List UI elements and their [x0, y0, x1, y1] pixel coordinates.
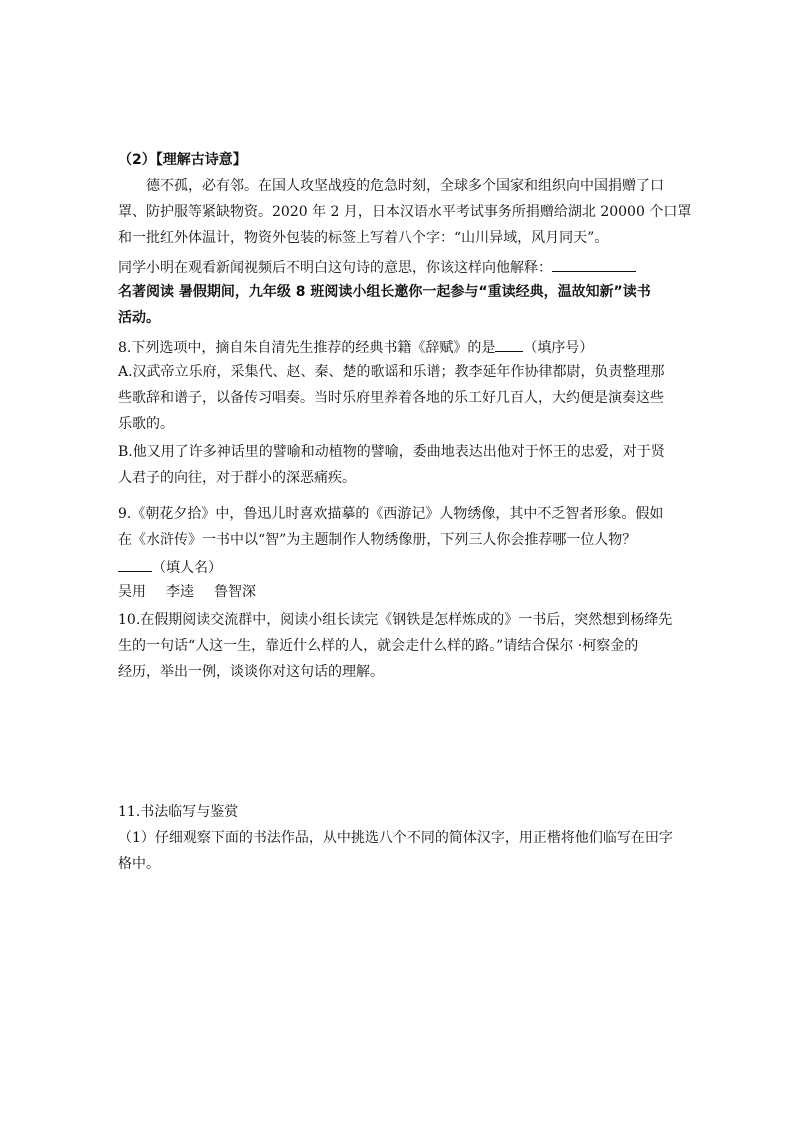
- option-a-line: 些歌辞和谱子，以备传习唱奏。当时乐府里养着各地的乐工好几百人，大约便是演奏这些: [118, 390, 664, 406]
- question-10-line: 生的一句话“人这一生，靠近什么样的人，就会走什么样的路。”请结合保尔 ·柯察金的: [118, 638, 639, 654]
- question-10-line: 经历，举出一例，谈谈你对这句话的理解。: [118, 664, 384, 680]
- reading-intro-line: 活动。: [118, 310, 160, 326]
- option-wu-yong: 吴用: [118, 584, 146, 600]
- paragraph-line: 德不孤，必有邻。在国人攻坚战疫的危急时刻，全球多个国家和组织向中国捐赠了口: [146, 178, 664, 194]
- question-text: 8.下列选项中，摘自朱自清先生推荐的经典书籍《辞赋》的是: [118, 340, 496, 356]
- question-note: （填人名）: [152, 560, 222, 576]
- option-a-line: A.汉武帝立乐府，采集代、赵、秦、楚的歌谣和乐谱；教李延年作协律都尉，负责整理那: [118, 364, 665, 380]
- question-11-part-1-line: （1）仔细观察下面的书法作品，从中挑选八个不同的简体汉字，用正楷将他们临写在田字: [118, 830, 673, 846]
- paragraph-line: 罩、防护服等紧缺物资。2020 年 2 月，日本汉语水平考试事务所捐赠给湖北 20000 个口罩: [118, 204, 692, 220]
- question-11-part-1-line: 格中。: [118, 856, 160, 872]
- question-text: 同学小明在观看新闻视频后不明白这句诗的意思，你该这样向他解释：: [118, 260, 552, 276]
- question-explain-poem: [118, 257, 703, 277]
- question-9-line: 在《水浒传》一书中以“智”为主题制作人物绣像册，下列三人你会推荐哪一位人物？: [118, 532, 637, 548]
- question-8-stem: [118, 337, 703, 357]
- option-b-line: B.他又用了许多神话里的譬喻和动植物的譬喻，委曲地表达出他对于怀王的忠爱，对于贤: [118, 444, 665, 460]
- question-10-line: 10.在假期阅读交流群中，阅读小组长读完《钢铁是怎样炼成的》一书后，突然想到杨绛先: [118, 612, 673, 628]
- question-9-line: 9.《朝花夕拾》中，鲁迅儿时喜欢描摹的《西游记》人物绣像，其中不乏智者形象。假如: [118, 506, 664, 522]
- paragraph-line: 和一批红外体温计，物资外包装的标签上写着八个字：“山川异域，风月同天”。: [118, 230, 609, 246]
- answer-blank[interactable]: [495, 337, 523, 352]
- option-b-line: 人君子的向往，对于群小的深恶痛疾。: [118, 470, 356, 486]
- option-li-kui: 李逵: [166, 584, 194, 600]
- question-9-answer-row: [118, 557, 703, 577]
- section-heading-ancient-poetry: （2）【理解古诗意】: [118, 152, 247, 168]
- reading-intro-line: 名著阅读 暑假期间，九年级 8 班阅读小组长邀你一起参与“重读经典，温故知新”读书: [118, 284, 651, 300]
- answer-blank[interactable]: [118, 557, 152, 572]
- question-9-options: [118, 583, 703, 601]
- option-lu-zhishen: 鲁智深: [214, 584, 256, 600]
- option-a-line: 乐歌的。: [118, 416, 174, 432]
- question-11-heading: 11.书法临写与鉴赏: [118, 804, 239, 820]
- answer-blank[interactable]: [552, 257, 636, 272]
- question-note: （填序号）: [523, 340, 594, 356]
